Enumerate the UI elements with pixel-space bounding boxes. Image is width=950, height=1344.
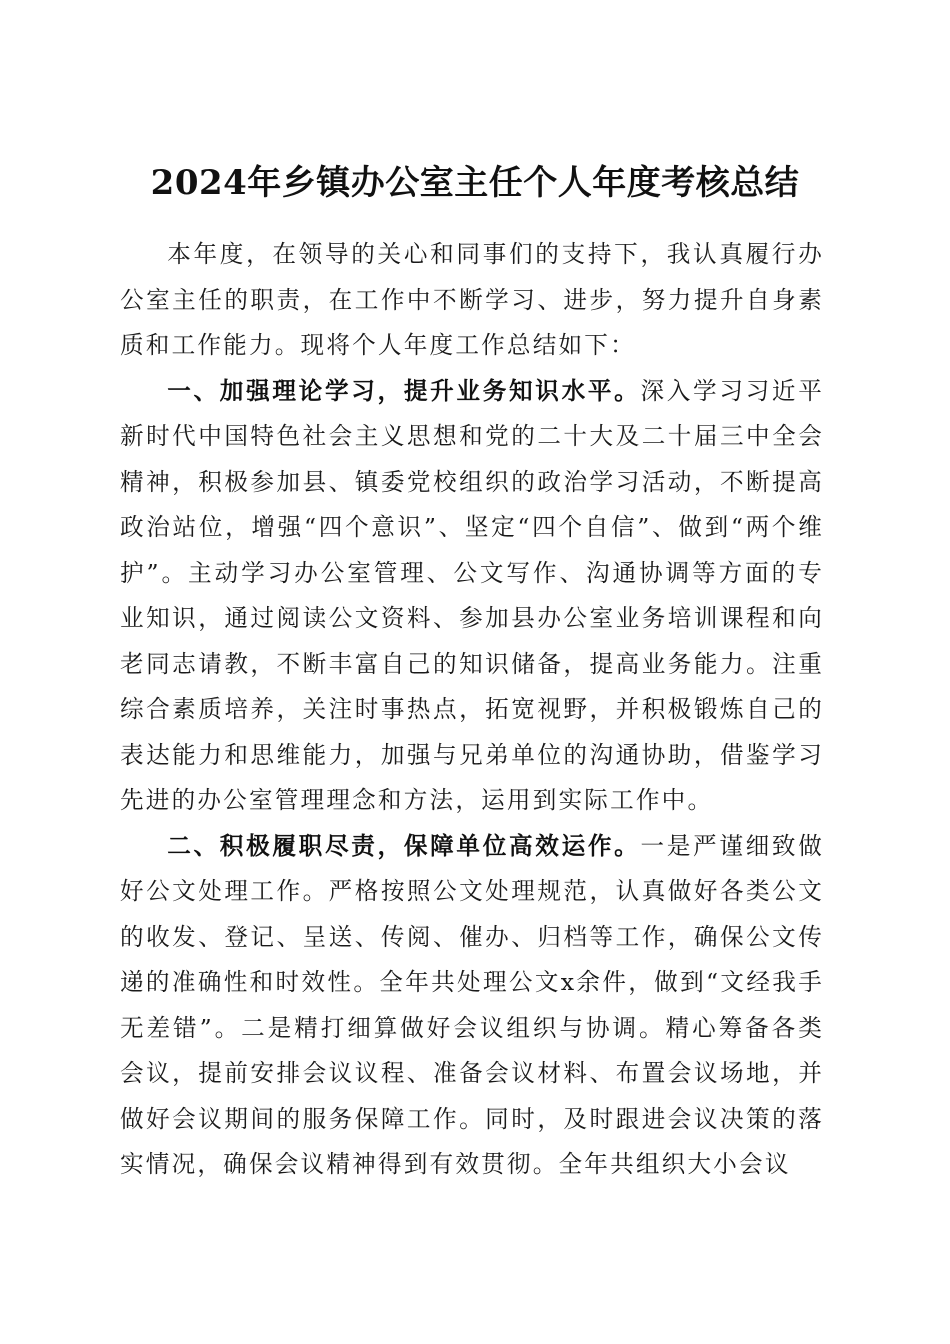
section-heading-1: 一、加强理论学习，提升业务知识水平。 <box>167 376 641 405</box>
section-paragraph-2 <box>120 824 824 1188</box>
section-heading-2: 二、积极履职尽责，保障单位高效运作。 <box>167 831 641 860</box>
section-body-2: 一是严谨细致做好公文处理工作。严格按照公文处理规范，认真做好各类公文的收发、登记、呈送、传阅、催办、归档等工作，确保公文传递的准确性和时效性。全年共处理公文x余件，做到“文经我手无差错”。二是精打细算做好会议组织与协调。精心筹备各类会议，提前安排会议议程、准备会议材料、布置会议场地，并做好会议期间的服务保障工作。同时，及时跟进会议决策的落实情况，确保会议精神得到有效贯彻。全年共组织大小会议 <box>120 831 824 1178</box>
document-title: 2024年乡镇办公室主任个人年度考核总结 <box>150 162 800 203</box>
intro-paragraph: 本年度，在领导的关心和同事们的支持下，我认真履行办公室主任的职责，在工作中不断学习、进步，努力提升自身素质和工作能力。现将个人年度工作总结如下： <box>120 240 824 359</box>
section-body-1: 深入学习习近平新时代中国特色社会主义思想和党的二十大及二十届三中全会精神，积极参加县、镇委党校组织的政治学习活动，不断提高政治站位，增强“四个意识”、坚定“四个自信”、做到“两个维护”。主动学习办公室管理、公文写作、沟通协调等方面的专业知识，通过阅读公文资料、参加县办公室业务培训课程和向老同志请教，不断丰富自己的知识储备，提高业务能力。注重综合素质培养，关注时事热点，拓宽视野，并积极锻炼自己的表达能力和思维能力，加强与兄弟单位的沟通协助，借鉴学习先进的办公室管理理念和方法，运用到实际工作中。 <box>120 376 824 814</box>
section-paragraph-1 <box>120 369 824 824</box>
document-body <box>120 232 824 1188</box>
